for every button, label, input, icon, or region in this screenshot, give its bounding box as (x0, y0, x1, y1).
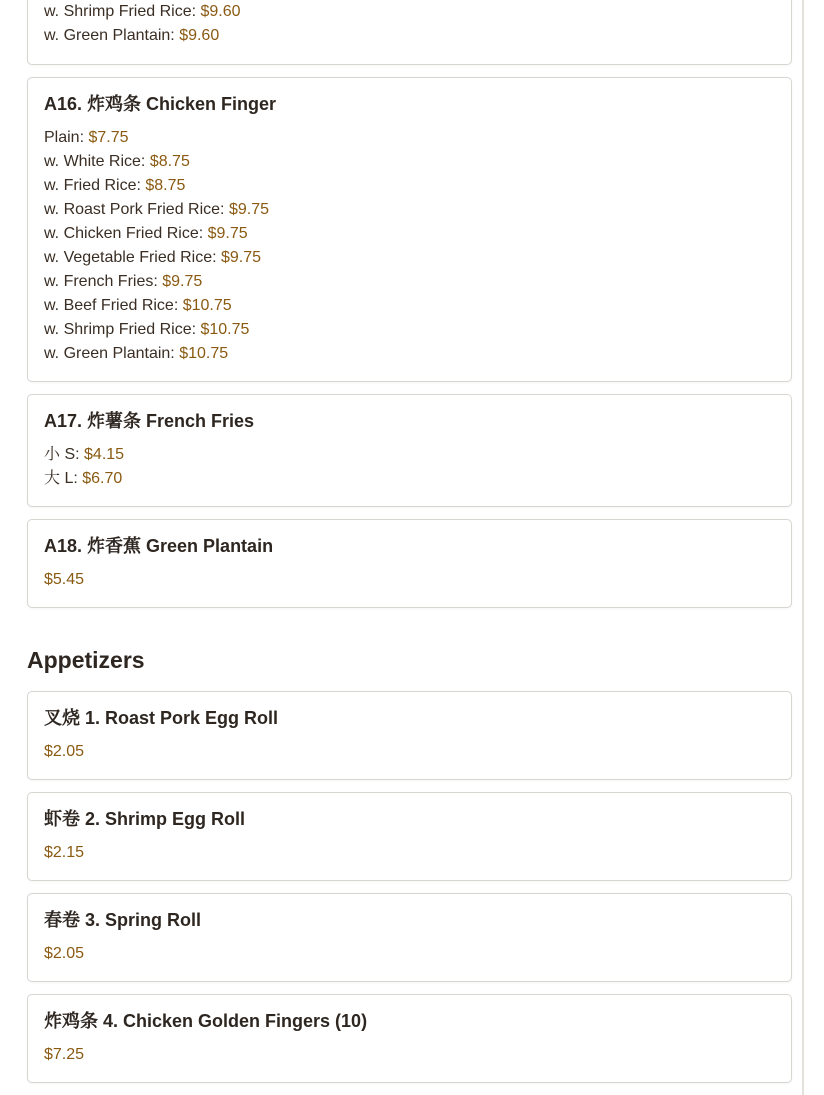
price-option (44, 270, 775, 294)
option-price: $9.75 (162, 273, 203, 290)
item-title: 炸鸡条 4. Chicken Golden Fingers (10) (44, 1011, 368, 1031)
option-label: w. White Rice: (44, 153, 150, 170)
item-price: $2.05 (44, 945, 85, 962)
item-title: A18. 炸香蕉 Green Plantain (44, 536, 274, 556)
option-price: $9.60 (179, 27, 220, 44)
option-label: 大 L: (44, 470, 83, 487)
item-price: $7.25 (44, 1046, 85, 1063)
price-option (44, 841, 775, 865)
price-option (44, 443, 775, 467)
menu-item-card (27, 519, 792, 608)
item-title: 虾卷 2. Shrimp Egg Roll (44, 809, 246, 829)
option-price: $10.75 (179, 345, 229, 362)
price-option (44, 0, 775, 24)
price-option (44, 740, 775, 764)
price-option (44, 24, 775, 48)
price-option (44, 942, 775, 966)
option-price: $4.15 (84, 446, 125, 463)
option-label: Plain: (44, 129, 89, 146)
price-option (44, 1043, 775, 1067)
option-label: w. Beef Fried Rice: (44, 297, 183, 314)
price-option (44, 318, 775, 342)
option-price: $9.75 (220, 249, 262, 266)
price-option (44, 174, 775, 198)
price-option (44, 150, 775, 174)
price-option (44, 222, 775, 246)
option-price: $10.75 (182, 297, 232, 314)
option-label: w. Shrimp Fried Rice: (44, 3, 201, 20)
item-title: A16. 炸鸡条 Chicken Finger (44, 94, 277, 114)
option-price: $7.75 (88, 129, 129, 146)
menu-item-card (27, 792, 792, 881)
menu-item-card (27, 394, 792, 507)
item-price: $2.15 (44, 844, 85, 861)
option-price: $8.75 (149, 153, 190, 170)
option-price: $8.75 (145, 177, 186, 194)
option-label: 小 S: (44, 446, 85, 463)
option-label: w. Vegetable Fried Rice: (44, 249, 221, 266)
menu-item-card (27, 893, 792, 982)
page-edge-divider (802, 0, 804, 1095)
item-title: 春卷 3. Spring Roll (44, 910, 202, 930)
price-option (44, 126, 775, 150)
item-price: $2.05 (44, 743, 85, 760)
option-price: $10.75 (200, 321, 250, 338)
price-option (44, 568, 775, 592)
price-option (44, 342, 775, 366)
option-price: $9.60 (200, 3, 241, 20)
price-option (44, 246, 775, 270)
option-label: w. Roast Pork Fried Rice: (44, 201, 229, 218)
option-price: $9.75 (228, 201, 269, 218)
option-price: $6.70 (82, 470, 123, 487)
item-title: A17. 炸薯条 French Fries (44, 411, 255, 431)
price-option (44, 467, 775, 491)
menu-item-card (27, 994, 792, 1083)
option-price: $5.45 (44, 571, 85, 588)
menu-item-card (27, 691, 792, 780)
item-title: 叉烧 1. Roast Pork Egg Roll (44, 708, 279, 728)
option-label: w. Green Plantain: (44, 27, 180, 44)
option-label: w. Shrimp Fried Rice: (44, 321, 201, 338)
option-label: w. Chicken Fried Rice: (44, 225, 208, 242)
option-label: w. Fried Rice: (44, 177, 146, 194)
price-option (44, 198, 775, 222)
price-option (44, 294, 775, 318)
menu-item-card (27, 77, 792, 382)
option-price: $9.75 (207, 225, 248, 242)
menu-page (27, 0, 792, 1095)
option-label: w. Green Plantain: (44, 345, 180, 362)
menu-item-card (27, 0, 792, 65)
option-label: w. French Fries: (44, 273, 163, 290)
section-heading-appetizers: Appetizers (27, 647, 145, 673)
